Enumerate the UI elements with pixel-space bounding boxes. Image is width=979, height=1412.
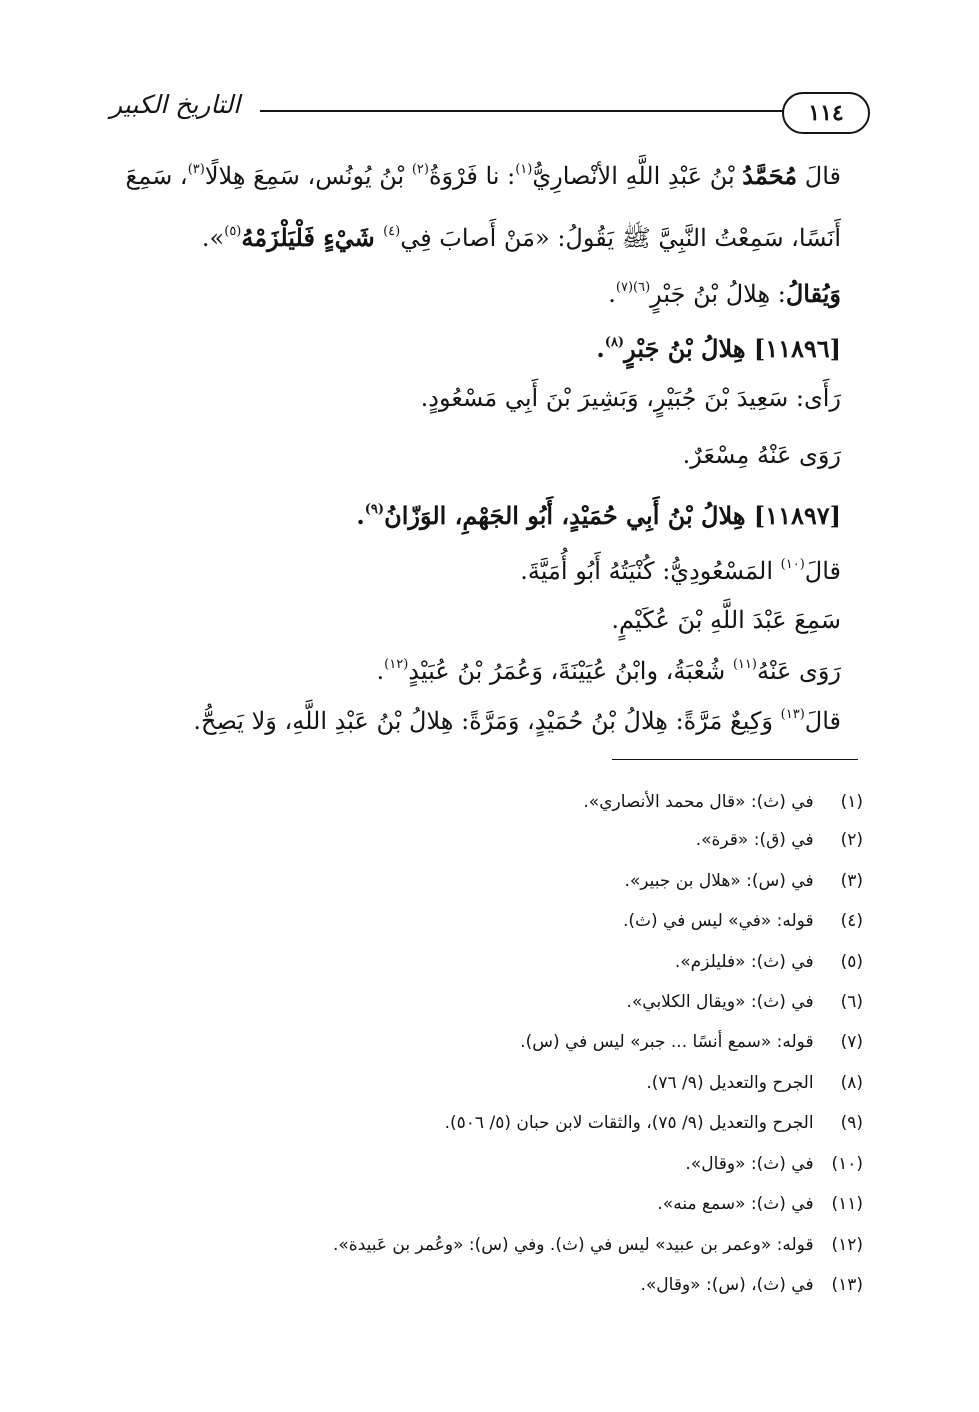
footnote-5 bbox=[675, 949, 863, 975]
footnote-number: (٧) bbox=[840, 1032, 863, 1052]
footnote-number: (٦) bbox=[840, 992, 863, 1012]
text-run: ، سَمِعَ bbox=[125, 162, 188, 190]
entry-heading-11896 bbox=[596, 323, 841, 369]
footnote-text: الجرح والتعديل (٩/ ٧٦). bbox=[646, 1073, 814, 1093]
text-run-bold: شَيْءٍ فَلْيَلْزَمْهُ bbox=[241, 223, 384, 252]
footnote-text: في (ث)، (س): «وقال». bbox=[640, 1275, 814, 1295]
footnote-text: قوله: «في» ليس في (ث). bbox=[622, 911, 814, 931]
footnote-3 bbox=[624, 868, 863, 894]
text-run-bold: مُحَمَّدُ bbox=[742, 161, 798, 190]
text-run: بْنُ عَبْدِ اللَّهِ الأنْصارِيُّ bbox=[532, 162, 735, 190]
footnote-11 bbox=[657, 1191, 863, 1217]
footnote-number: (٨) bbox=[840, 1073, 863, 1093]
text-run: : هِلالُ بْنُ جَبْرٍ bbox=[650, 280, 786, 308]
footnote-ref: (٤) bbox=[383, 224, 401, 239]
page-header bbox=[110, 90, 870, 140]
page-number-badge: ١١٤ bbox=[782, 92, 870, 134]
text-run: أَنَسًا، سَمِعْتُ النَّبِيَّ ﷺ يَقُولُ: «مَنْ أَصابَ فِي bbox=[400, 224, 841, 252]
text-line-10 bbox=[377, 645, 841, 691]
footnote-number: (٢) bbox=[840, 830, 863, 850]
text-run: . bbox=[376, 657, 385, 685]
text-run: المَسْعُودِيُّ: كُنْيَتُهُ أَبُو أُمَيَّةَ. bbox=[520, 557, 781, 585]
footnote-number: (٩) bbox=[840, 1113, 863, 1133]
footnote-number: (٥) bbox=[840, 952, 863, 972]
footnote-13 bbox=[641, 1272, 864, 1298]
book-title: التاريخ الكبير bbox=[110, 90, 241, 119]
text-run: بْنُ يُونُس، سَمِعَ هِلالًا bbox=[204, 162, 412, 190]
footnote-number: (١٠) bbox=[831, 1154, 863, 1174]
text-line-6: رَوَى عَنْهُ مِسْعَرٌ. bbox=[682, 441, 841, 469]
footnote-text: في (ق): «قرة». bbox=[695, 830, 814, 850]
footnote-ref: (٩) bbox=[364, 502, 385, 517]
footnote-number: (١٢) bbox=[831, 1235, 863, 1255]
footnote-separator bbox=[612, 759, 858, 760]
text-run: قالَ bbox=[804, 162, 841, 190]
footnote-text: في (ث): «قال محمد الأنصاري». bbox=[583, 792, 814, 812]
footnote-ref: (٢) bbox=[411, 162, 429, 177]
text-run: ». bbox=[201, 224, 225, 252]
footnote-ref: (٣) bbox=[187, 162, 205, 177]
text-line-1 bbox=[125, 150, 841, 196]
footnote-7 bbox=[520, 1029, 863, 1055]
text-line-11 bbox=[193, 695, 841, 741]
footnote-text: في (ث): «وقال». bbox=[685, 1154, 814, 1174]
footnote-number: (٣) bbox=[840, 871, 863, 891]
text-line-8 bbox=[520, 545, 841, 591]
footnote-number: (١) bbox=[840, 792, 863, 812]
entry-heading-11897 bbox=[356, 490, 841, 536]
text-run-bold: [١١٨٩٧] هِلالُ بْنُ أَبِي حُمَيْدٍ، أَبُو الجَهْمِ، الوَزّانُ bbox=[384, 501, 841, 530]
text-run-bold: وَيُقالُ bbox=[785, 279, 841, 308]
footnote-ref: (١٣) bbox=[780, 707, 805, 722]
footnote-number: (٤) bbox=[840, 911, 863, 931]
footnote-text: في (ث): «سمع منه». bbox=[657, 1194, 814, 1214]
footnote-ref: (٨) bbox=[604, 335, 625, 350]
footnote-ref: (١٢) bbox=[384, 657, 409, 672]
footnote-ref: (١١) bbox=[732, 657, 757, 672]
text-line-3 bbox=[608, 268, 841, 314]
footnote-4 bbox=[623, 908, 863, 934]
text-line-9: سَمِعَ عَبْدَ اللَّهِ بْنَ عُكَيْمٍ. bbox=[611, 606, 841, 634]
footnote-text: في (ث): «ويقال الكلابي». bbox=[626, 992, 814, 1012]
text-run: قالَ bbox=[804, 557, 841, 585]
footnote-ref: (١) bbox=[515, 162, 533, 177]
header-rule bbox=[260, 110, 784, 112]
text-line-5: رَأَى: سَعِيدَ بْنَ جُبَيْرٍ، وَبَشِيرَ بْنَ أَبِي مَسْعُودٍ. bbox=[420, 384, 841, 412]
footnote-6 bbox=[626, 989, 863, 1015]
text-run: وَكِيعٌ مَرَّةً: هِلالُ بْنُ حُمَيْدٍ، وَمَرَّةً: هِلالُ بْنُ عَبْدِ اللَّهِ، وَلا يَصِحُّ. bbox=[193, 707, 781, 735]
footnote-ref: (١٠) bbox=[780, 557, 805, 572]
text-line-2 bbox=[202, 212, 841, 258]
footnote-8 bbox=[646, 1070, 863, 1096]
footnote-text: قوله: «سمع أنسًا ... جبر» ليس في (س). bbox=[520, 1032, 814, 1052]
footnote-number: (١٣) bbox=[831, 1275, 863, 1295]
footnote-number: (١١) bbox=[831, 1194, 863, 1214]
footnote-text: الجرح والتعديل (٩/ ٧٥)، والثقات لابن حبان (٥/ ٥٠٦). bbox=[444, 1113, 814, 1133]
text-run: شُعْبَةُ، وابْنُ عُيَيْنَةَ، وَعُمَرُ بْنُ عُبَيْدٍ bbox=[408, 657, 733, 685]
footnote-ref: (٥) bbox=[224, 224, 242, 239]
footnote-text: في (ث): «فليلزم». bbox=[674, 952, 814, 972]
footnote-1 bbox=[583, 789, 863, 815]
footnote-12 bbox=[333, 1232, 863, 1258]
text-run: : نا فَرْوَةُ bbox=[428, 162, 516, 190]
footnote-2 bbox=[696, 827, 863, 853]
footnote-text: في (س): «هلال بن جبير». bbox=[624, 871, 814, 891]
text-run-bold: [١١٨٩٦] هِلالُ بْنُ جَبْرٍ bbox=[624, 334, 841, 363]
text-run: . bbox=[596, 334, 605, 363]
footnote-ref: (٦)(٧) bbox=[615, 280, 651, 295]
footnote-10 bbox=[685, 1151, 863, 1177]
text-run: رَوَى عَنْهُ bbox=[756, 657, 841, 685]
footnote-9 bbox=[445, 1110, 863, 1136]
text-run: . bbox=[608, 280, 616, 308]
text-run: . bbox=[356, 501, 365, 530]
text-run: قالَ bbox=[804, 707, 841, 735]
footnote-text: قوله: «وعمر بن عبيد» ليس في (ث). وفي (س): «وعُمر بن عَبيدة». bbox=[332, 1235, 814, 1255]
